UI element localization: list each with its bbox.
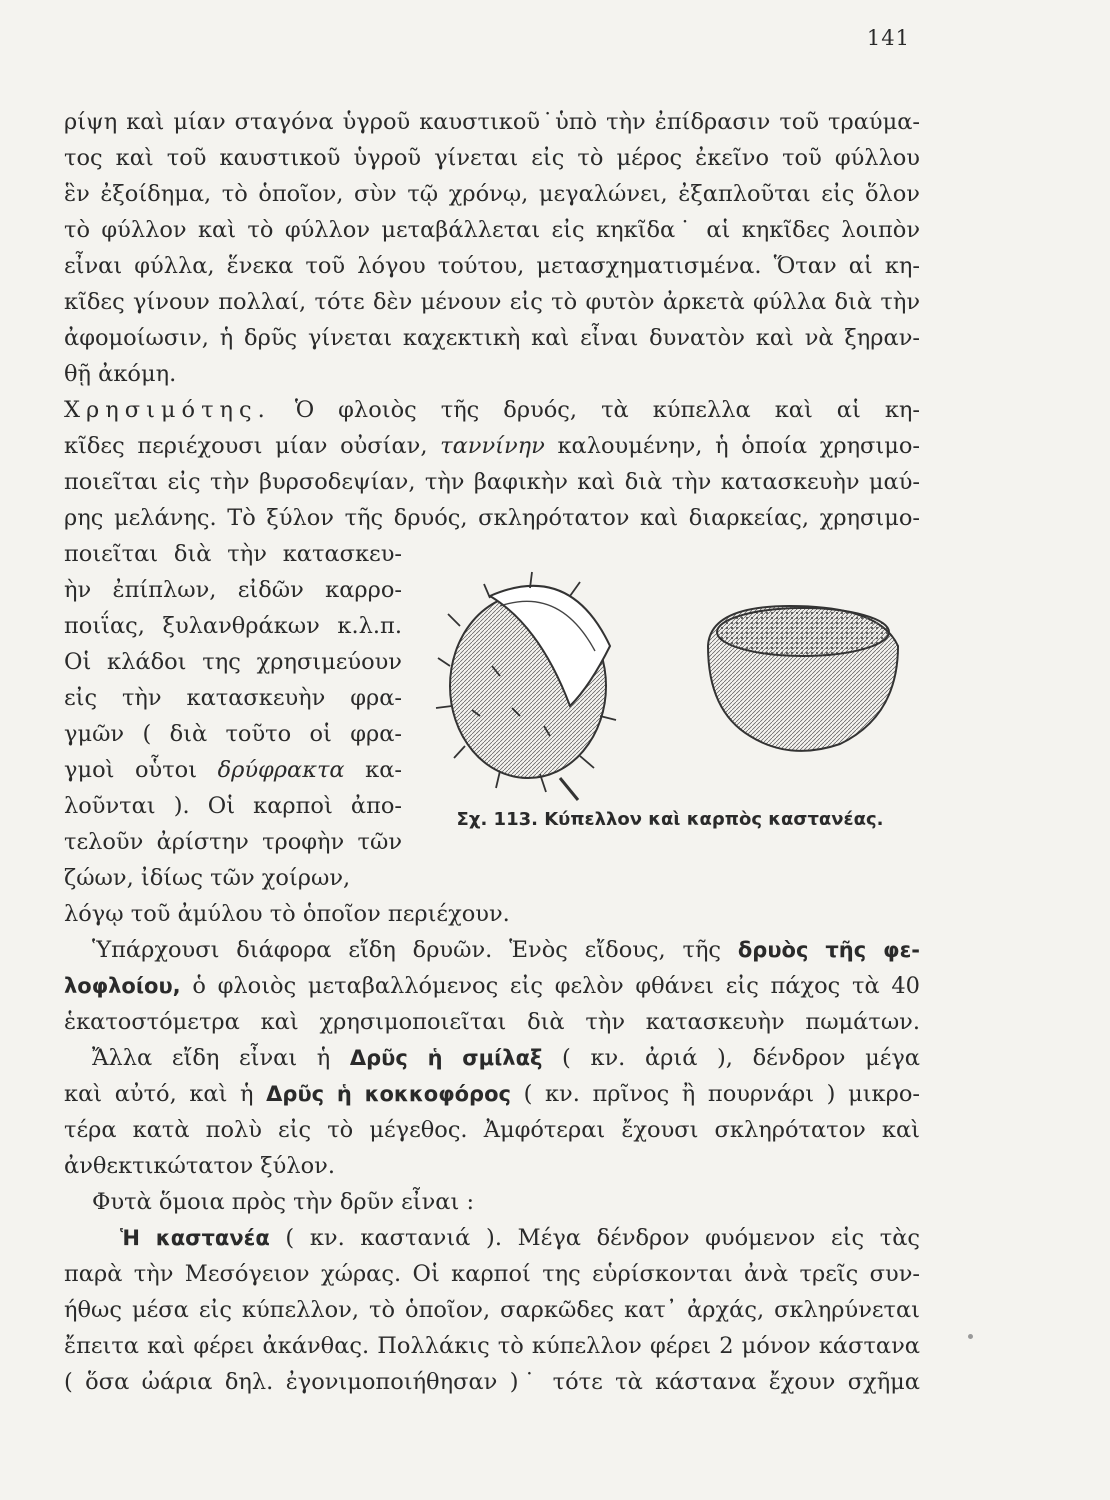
- text-line: τὸ φύλλον καὶ τὸ φύλλον μεταβάλλεται εἰς κηκῖδα˙ αἱ κηκῖδες λοιπὸν: [64, 217, 920, 243]
- text-line: τέρα κατὰ πολὺ εἰς τὸ μέγεθος. Ἀμφότεραι ἔχουσι σκληρότατον καὶ: [64, 1117, 920, 1143]
- chestnut-line-1: [120, 1220, 920, 1256]
- term-drufrakta: δρύφρακτα: [217, 757, 345, 783]
- narrow-line-term: [64, 752, 402, 788]
- text-line: ρίψη καὶ μίαν σταγόνα ὑγροῦ καυστικοῦ˙ὑπὸ τὴν ἐπίδρασιν τοῦ τραύμα-: [64, 109, 920, 135]
- chestnut-nut-illustration: [708, 606, 898, 751]
- text-span: Ὑπάρχουσι διάφορα εἴδη δρυῶν. Ἑνὸς εἴδους, τῆς: [92, 937, 722, 963]
- text-line: ρης μελάνης. Τὸ ξύλον τῆς δρυός, σκληρότατον καὶ διαρκείας, χρησιμο-: [64, 505, 920, 531]
- text-line: ἀφομοίωσιν, ἡ δρῦς γίνεται καχεκτικὴ καὶ εἶναι δυνατὸν καὶ νὰ ξηραν-: [64, 325, 920, 351]
- text-span: κῖδες περιέχουσι μίαν οὐσίαν,: [64, 433, 428, 459]
- text-span: κα-: [365, 757, 402, 783]
- page-number: 141: [866, 26, 910, 50]
- text-line: παρὰ τὴν Μεσόγειον χώρας. Οἱ καρποί της εὑρίσκονται ἀνὰ τρεῖς συν-: [64, 1261, 920, 1287]
- species-line-1: [92, 932, 920, 968]
- text-span: ( κν. ἀριά ), δένδρον μέγα: [562, 1045, 920, 1071]
- text-span: ὁ φλοιὸς μεταβαλλόμενος εἰς φελὸν φθάνει εἰς πάχος τὰ 40: [192, 973, 921, 999]
- text-span: ( κν. καστανιά ). Μέγα δένδρον φυόμενον εἰς τὰς: [285, 1225, 920, 1251]
- text-line: τος καὶ τοῦ καυστικοῦ ὑγροῦ γίνεται εἰς τὸ μέρος ἐκεῖνο τοῦ φύλλου: [64, 145, 920, 171]
- narrow-line: ὴν ἐπίπλων, εἰδῶν καρρο-: [64, 577, 402, 603]
- text-span: ( κν. πρῖνος ἢ πουρνάρι ) μικρο-: [523, 1081, 920, 1107]
- text-line: ήθως μέσα εἰς κύπελλον, τὸ ὁποῖον, σαρκῶδες κατ᾽ ἀρχάς, σκληρύνεται: [64, 1297, 920, 1323]
- species-name-cork-oak: δρυὸς τῆς φε-: [737, 938, 920, 962]
- chestnut-figure-illustration: [420, 566, 930, 806]
- term-tannin: ταννίνην: [440, 433, 545, 459]
- text-line: ἑκατοστόμετρα καὶ χρησιμοποιεῖται διὰ τὴν κατασκευὴν πωμάτων.: [64, 1009, 920, 1035]
- text-line: ἓν ἐξοίδημα, τὸ ὁποῖον, σὺν τῷ χρόνῳ, μεγαλώνει, ἐξαπλοῦται εἰς ὅλον: [64, 181, 920, 207]
- figure-113: [420, 566, 930, 806]
- text-line: λόγῳ τοῦ ἀμύλου τὸ ὁποῖον περιέχουν.: [64, 901, 510, 927]
- text-span: Ἄλλα εἴδη εἶναι ἡ: [92, 1045, 331, 1071]
- species-line-5: [64, 1076, 920, 1112]
- text-span: Ὁ φλοιὸς τῆς δρυός, τὰ κύπελλα καὶ αἱ κη-: [294, 397, 920, 423]
- text-line: ἀνθεκτικώτατον ξύλον.: [64, 1153, 335, 1179]
- usefulness-heading: Χρησιμότης.: [64, 397, 271, 423]
- figure-caption: Σχ. 113. Κύπελλον καὶ καρπὸς καστανέας.: [456, 809, 884, 830]
- narrow-line: ποιεῖται διὰ τὴν κατασκευ-: [64, 541, 402, 567]
- text-line: ( ὅσα ὠάρια δηλ. ἐγονιμοποιήθησαν )˙ τότε τὰ κάστανα ἔχουν σχῆμα: [64, 1369, 920, 1395]
- similar-plants-line: Φυτὰ ὅμοια πρὸς τὴν δρῦν εἶναι :: [92, 1189, 475, 1215]
- usefulness-line-1: [64, 392, 920, 428]
- narrow-line: Οἱ κλάδοι της χρησιμεύουν: [64, 649, 402, 675]
- narrow-line: εἰς τὴν κατασκευὴν φρα-: [64, 685, 402, 711]
- text-line: κῖδες γίνουν πολλαί, τότε δὲν μένουν εἰς τὸ φυτὸν ἀρκετὰ φύλλα διὰ τὴν: [64, 289, 920, 315]
- species-name-chestnut: Ἡ καστανέα: [120, 1226, 270, 1250]
- text-line-last: θῇ ἀκόμη.: [64, 361, 177, 387]
- chestnut-husk-illustration: [436, 572, 616, 800]
- narrow-line: τελοῦν ἀρίστην τροφὴν τῶν: [64, 829, 402, 855]
- text-line: εἶναι φύλλα, ἕνεκα τοῦ λόγου τούτου, μετασχηματισμένα. Ὅταν αἱ κη-: [64, 253, 920, 279]
- stray-mark: [968, 1334, 973, 1339]
- narrow-line: ποιΐας, ξυλανθράκων κ.λ.π.: [64, 613, 402, 639]
- species-name-smilax: Δρῦς ἡ σμίλαξ: [349, 1046, 543, 1070]
- text-span: γμοὶ οὗτοι: [64, 757, 198, 783]
- species-line-4: [92, 1040, 920, 1076]
- usefulness-line-2: [64, 428, 920, 464]
- species-name-cork-oak-cont: λοφλοίου,: [64, 974, 181, 998]
- text-line: ποιεῖται εἰς τὴν βυρσοδεψίαν, τὴν βαφικὴν καὶ διὰ τὴν κατασκευὴν μαύ-: [64, 469, 920, 495]
- narrow-line: λοῦνται ). Οἱ καρποὶ ἀπο-: [64, 793, 402, 819]
- text-line: ἔπειτα καὶ φέρει ἀκάνθας. Πολλάκις τὸ κύπελλον φέρει 2 μόνον κάστανα: [64, 1333, 920, 1359]
- narrow-line: ζώων, ἰδίως τῶν χοίρων,: [64, 865, 351, 891]
- text-span: καὶ αὐτό, καὶ ἡ: [64, 1081, 254, 1107]
- text-span: καλουμένην, ἡ ὁποία χρησιμο-: [557, 433, 921, 459]
- species-line-2: [64, 968, 920, 1004]
- narrow-line: γμῶν ( διὰ τοῦτο οἱ φρα-: [64, 721, 402, 747]
- species-name-kermes-oak: Δρῦς ἡ κοκκοφόρος: [266, 1082, 511, 1106]
